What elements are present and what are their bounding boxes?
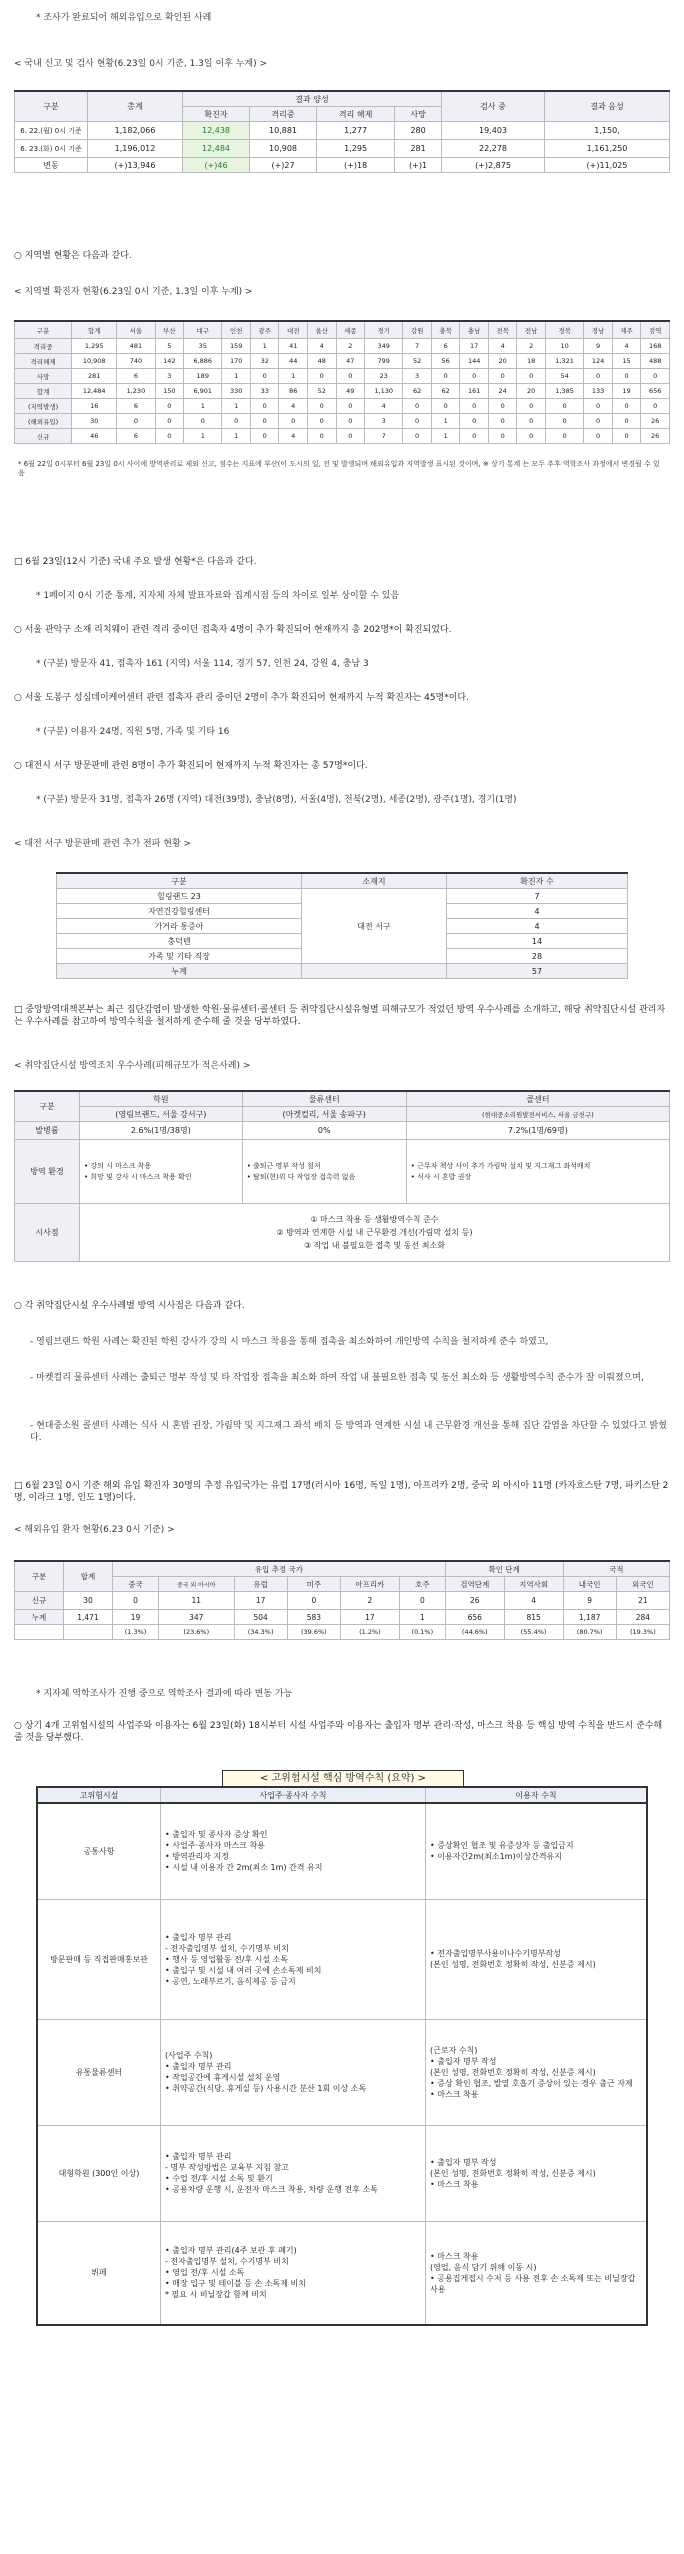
th-gubun: 구분 [15,91,88,122]
th-region: 충북 [431,321,460,339]
th-region: 대구 [184,321,222,339]
table-row: 신규 46 6 0 1 1 0 4 0 0 7 0 1 0 0 0 0 0 0 26 [15,429,670,444]
table-row: 대형학원 (300인 이상) • 출입자 명부 관리 - 명부 작성방법은 교육부 지침 참고 • 수업 전/후 시설 소독 및 환기 • 공용차량 운행 시, 운전자 마스크 착용, 차량 운행 전후 소독 • 출입자 명부 작성 (본인 성명, 전화번호 정확히 작성, 신분증 제시) • 마스크 착용 [37,2125,647,2221]
table-row: 변동 (+)13,946 (+)46 (+)27 (+)18 (+)1 (+)2,875 (+)11,025 [15,158,670,173]
table-row: 공통사항 • 출입자 및 종사자 증상 확인 • 사업주·종사자 마스크 착용 • 방역관리자 지정 • 시설 내 이용자 간 2m(최소 1m) 간격 유지 • 증상확인 협조 및 유증상자 등 출입금지 • 이용자간2m(최소1m)이상간격유지 [37,1803,647,1899]
table-row: (해외유입) 30 0 0 0 0 0 0 0 0 3 0 1 0 0 0 0 0 0 26 [15,414,670,429]
table-row: 자연건강힐링센터 4 [57,904,628,919]
highrisk-table: 고위험시설 사업주·종사자 수칙 이용자 수칙 공통사항 • 출입자 및 종사자 증상 확인 • 사업주·종사자 마스크 착용 • 방역관리자 지정 • 시설 내 이용자 간 2m(최소 1m) 간격 유지 • 증상확인 협조 및 유증상자 등 출입금지 • 이용자간2m(최소1m)이상간격유지 방문판매 등 직접판매홍보관 • 출입자 명부 관리 - 전자출입명부 설치, 수기명부 비치 • 행사 등 영업활동 전/후 시설 소독 • 출입구 및 시설 내 여러 곳에 손소독제 비치 • 공연, 노래부르기, 음식제공 등 금지 • 전자출입명부사용이나수기명부작성 (본인 성명, 전화번호 정확히 작성, 신분증 제시) 유통물류센터 (사업주 수칙) • 출입자 명부 관리 • 작업공간에 휴게시설 설치 운영 • 취약공간(식당, 휴게실 등) 사용시간 분산 1회 이상 소독 (근로자 수칙) • 출입자 명부 작성 (본인 성명, 전화번호 정확히 작성, 신분증 제시) • 증상 확인 협조, 발열 호흡기 증상이 있는 경우 출근 자제 • 마스크 착용 대형학원 (300인 이상) • 출입자 명부 관리 - 명부 작성방법은 교육부 지침 참고 • 수업 전/후 시설 소독 및 환기 • 공용차량 운행 시, 운전자 마스크 착용, 차량 운행 전후 소독 • 출입자 명부 작성 (본인 성명, 전화번호 정확히 작성, 신분증 제시) • 마스크 착용 뷔페 • 출입자 명부 관리(4주 보관 후 폐기) - 전자출입명부 설치, 수기명부 비치 • 영업 전/후 시설 소독 • 매장 입구 및 테이블 등 손 소독제 비치 * 필요 시 비닐장갑 함께 비치 • 마스크 착용 (영업, 음식 담기 위해 이동 시) • 공용집게접시 수저 등 사용 전후 손 소독제 또는 비닐장갑 사용 [36,1786,648,2326]
table-row: 방문판매 등 직접판매홍보관 • 출입자 명부 관리 - 전자출입명부 설치, 수기명부 비치 • 행사 등 영업활동 전/후 시설 소독 • 출입구 및 시설 내 여러 곳에 손소독제 비치 • 공연, 노래부르기, 음식제공 등 금지 • 전자출입명부사용이나수기명부작성 (본인 성명, 전화번호 정확히 작성, 신분증 제시) [37,1899,647,2019]
table-row: 가거라 통증아 4 [57,919,628,934]
table-row: 6. 23.(화) 0시 기준 1,196,012 12,484 10,908 1,295 281 22,278 1,161,250 [15,140,670,158]
bullet-vulnerable: □ 중앙방역대책본부는 최근 집단감염이 발생한 학원·물류센터·콜센터 등 취약집단시설유형별 피해규모가 적었던 방역 우수사례를 소개하고, 해당 취약집단시설 관리자는 우수사례를 참고하여 방역수칙을 철저하게 준수해 줄 것을 당부하였다. [14,1005,666,1027]
note-epidemic: * 지자체 역학조사가 진행 중으로 역학조사 결과에 따라 변동 가능 [36,1689,293,1699]
th-region: 광주 [250,321,279,339]
th-region: 세종 [336,321,365,339]
table-row: 힐링랜드 23 대전 서구 7 [57,889,628,904]
th-isolate: 격리중 [250,107,317,122]
table-row: 유통물류센터 (사업주 수칙) • 출입자 명부 관리 • 작업공간에 휴게시설 설치 운영 • 취약공간(식당, 휴게실 등) 사용시간 분산 1회 이상 소독 (근로자 수칙) • 출입자 명부 작성 (본인 성명, 전화번호 정확히 작성, 신분증 제시) • 증상 확인 협조, 발열 호흡기 증상이 있는 경우 출근 자제 • 마스크 착용 [37,2019,647,2125]
table-row: (1.3%) (23.6%) (34.3%) (39.6%) (1.2%) (0.1%) (44.6%) (55.4%) (80.7%) (19.3%) [15,1625,670,1640]
note-richway: * (구분) 방문자 41, 접촉자 161 (지역) 서울 114, 경기 57, 인천 24, 강원 4, 충남 3 [36,659,369,669]
implication-academy: - 영림브랜드 학원 사례는 확진된 학원 강사가 강의 시 마스크 착용을 통해 접촉을 최소화하여 개인방역 수칙을 철저하게 준수 하였고, [30,1337,549,1347]
note-seongsim: * (구분) 이용자 24명, 직원 5명, 가족 및 기타 16 [36,727,230,737]
th-region: 제주 [612,321,641,339]
th-region: 전북 [488,321,517,339]
th-result: 결과 양성 [183,91,442,107]
th-region: 부산 [155,321,184,339]
daejeon-table: 구분 소재지 확진자 수 힐링랜드 23 대전 서구 7 자연건강힐링센터 4 가거라 통증아 4 충덕텐 14 가족 및 기타 직장 28 누계 57 [56,872,628,979]
th-region: 경기 [365,321,403,339]
national-test-table [14,90,670,173]
bullet-region: ○ 지역별 현황은 다음과 같다. [14,251,132,261]
table-row: 사망 281 6 3 189 1 0 1 0 0 23 3 0 0 0 0 54 0 0 0 [15,369,670,384]
table-row: 누계 1,471 19 347 504 583 17 1 656 815 1,187 284 [15,1610,670,1625]
th-region: 인천 [222,321,251,339]
th-negative: 결과 음성 [545,91,670,122]
th-region: 울산 [307,321,336,339]
note-daejeon: * (구분) 방문자 31명, 접촉자 26명 (지역) 대전(39명), 충남(8명), 서울(4명), 전북(2명), 세종(2명), 광주(1명), 경기(1명) [36,795,517,805]
table-row: 6. 22.(월) 0시 기준 1,182,066 12,438 10,881 1,277 280 19,403 1,150, [15,122,670,140]
th-confirm: 확진자 [183,107,250,122]
table-row: 충덕텐 14 [57,934,628,949]
th-region: 강원 [403,321,432,339]
note-major: * 1페이지 0시 기준 통계, 지자체 자체 발표자료와 집계시점 등의 차이로 일부 상이할 수 있음 [36,591,400,601]
th-region: 경남 [584,321,613,339]
bullet-highrisk: ○ 상기 4개 고위험시설의 사업주와 이용자는 6월 23일(화) 18시부터 시설 사업주와 이용자는 출입자 명부 관리·작성, 마스크 착용 등 핵심 방역 수칙을 반드시 준수해 줄 것을 당부했다. [14,1721,663,1743]
table-row: 격리해제 10,908 740 142 6,886 170 32 44 48 47 799 52 56 144 20 18 1,321 124 15 488 [15,354,670,369]
th-release: 격리 해제 [317,107,395,122]
th-region: 구분 [15,321,72,339]
section-title-overseas: < 해외유입 환자 현황(6.23 0시 기준) > [14,1525,175,1535]
table-row: 가족 및 기타 직장 28 [57,949,628,964]
vulnerable-table: 구분 학원 물류센터 콜센터 (영림브랜드, 서울 강서구) (마켓컬리, 서울 송파구) (현대중소리원발전서비스, 서울 금천구) 발병률 2.6%(1명/38명) 0% 7.2%(1명/69명) 방역 환경 • 강의 시 마스크 착용 • 희망 및 강사 시 마스크 착용 확인 • 출퇴근 명부 작성 철저 • 탈퇴(현)위 다 작업장 접촉력 없음 • 근무자 책상 사이 추가 가림막 설치 및 지그재그 좌석배치 • 식사 시 혼밥 권장 시사점 ① 마스크 착용 등 생활방역수칙 준수 ② 방역과 연계한 시설 내 근무환경 개선(가림막 설치 등) ③ 작업 내 불필요한 접촉 및 동선 최소화 [14,1090,670,1262]
bullet-richway: ○ 서울 관악구 소재 리치웨이 관련 격리 중이던 접촉자 4명이 추가 확진되어 현재까지 총 202명*이 확진되었다. [14,625,452,635]
bullet-seongsim: ○ 서울 도봉구 성심데이케어센터 관련 접촉자 관리 중이던 2명이 추가 확진되어 현재까지 누적 확진자는 45명*이다. [14,693,469,703]
table-row: 격리중 1,295 481 5 35 159 1 41 4 2 349 7 6 17 4 2 10 9 4 168 [15,339,670,354]
section-title-daejeon: < 대전 서구 방문판매 관련 추가 전파 현황 > [14,839,192,849]
table-row: (지역발생) 16 6 0 1 1 0 4 0 0 4 0 0 0 0 0 0 0 0 0 [15,399,670,414]
table-row: 합계 12,484 1,230 150 6,901 330 33 86 52 49 1,130 62 62 161 24 20 1,385 133 19 656 [15,384,670,399]
highrisk-title: < 고위험시설 핵심 방역수칙 (요약) > [222,1770,464,1788]
th-region: 전남 [517,321,546,339]
th-death: 사망 [395,107,442,122]
overseas-table: 구분 합계 유입 추정 국가 확인 단계 국적 중국 중국 외 아시아 유럽 미주 아프리카 호주 검역단계 지역사회 내국인 외국인 신규 30 0 11 17 0 2 0 26 4 9 21 누계 1,471 19 347 504 583 17 1 656 815 1,187 284 (1.3%) (23.6%) (34.3%) (39.6%) (1.2%) (0.1%) (44.6%) (55.4%) (80.7%) (19.3%) [14,1560,670,1640]
th-total: 총계 [88,91,183,122]
th-region: 충남 [460,321,489,339]
regional-footnote: * 6월 22일 0시부터 6월 23일 0시 사이에 방역관리로 제외 신고, 점수는 지표에 부산(이 도시의 일, 전 및 발생되며 해외유입과 지역발생 표시된 것이며, ※ 상기 통계 는 모두 추후 역학조사 과정에서 변경될 수 있음 [18,460,660,477]
bullet-overseas: □ 6월 23일 0시 기준 해외 유입 확진자 30명의 추정 유입국가는 유럽 17명(러시아 16명, 독일 1명), 아프리카 2명, 중국 외 아시아 11명 (카자흐스탄 7명, 파키스탄 2명, 이라크 1명, 인도 1명)이다. [14,1481,669,1503]
bullet-major: □ 6월 23일(12시 기준) 국내 주요 발생 현황*은 다음과 같다. [14,557,257,567]
section-title-vulnerable: < 취약집단시설 방역조치 우수사례(피해규모가 적은사례) > [14,1061,251,1071]
table-row: 신규 30 0 11 17 0 2 0 26 4 9 21 [15,1592,670,1610]
implication-logistics: - 마켓컬리 물류센터 사례는 출퇴근 명부 작성 및 타 작업장 접촉을 최소화 하여 작업 내 불필요한 접촉 및 동선 최소화 등 생활방역수칙 준수가 잘 이뤄졌으며, [30,1373,644,1383]
th-region: 대전 [279,321,308,339]
section-title-national: < 국내 신고 및 검사 현황(6.23일 0시 기준, 1.3일 이후 누계) > [14,59,268,69]
th-region: 경북 [545,321,583,339]
implication-callcenter: - 현대중소원 콜센터 사례는 식사 시 혼밥 권장, 가림막 및 지그재그 좌석 배치 등 방역과 연계한 시설 내 근무환경 개선을 통해 집단 감염을 차단할 수 있었다고 밝혔다. [30,1421,667,1443]
bullet-implication: ○ 각 취약집단시설 우수사례별 방역 시사점은 다음과 같다. [14,1301,245,1311]
section-title-regional: < 지역별 확진자 현황(6.23일 0시 기준, 1.3일 이후 누계) > [14,287,253,297]
bullet-daejeon: ○ 대전시 서구 방문판매 관련 8명이 추가 확진되어 현재까지 누적 확진자는 총 57명*이다. [14,761,368,771]
th-region: 합계 [72,321,117,339]
th-testing: 검사 중 [442,91,545,122]
th-region: 서울 [117,321,155,339]
table-row: 누계 57 [57,964,628,979]
table-row: 뷔페 • 출입자 명부 관리(4주 보관 후 폐기) - 전자출입명부 설치, 수기명부 비치 • 영업 전/후 시설 소독 • 매장 입구 및 테이블 등 손 소독제 비치 * 필요 시 비닐장갑 함께 비치 • 마스크 착용 (영업, 음식 담기 위해 이동 시) • 공용집게접시 수저 등 사용 전후 손 소독제 또는 비닐장갑 사용 [37,2221,647,2325]
note-overseas: * 조사가 완료되어 해외유입으로 확인된 사례 [36,13,212,23]
th-region: 검역 [641,321,670,339]
regional-table [14,320,670,444]
